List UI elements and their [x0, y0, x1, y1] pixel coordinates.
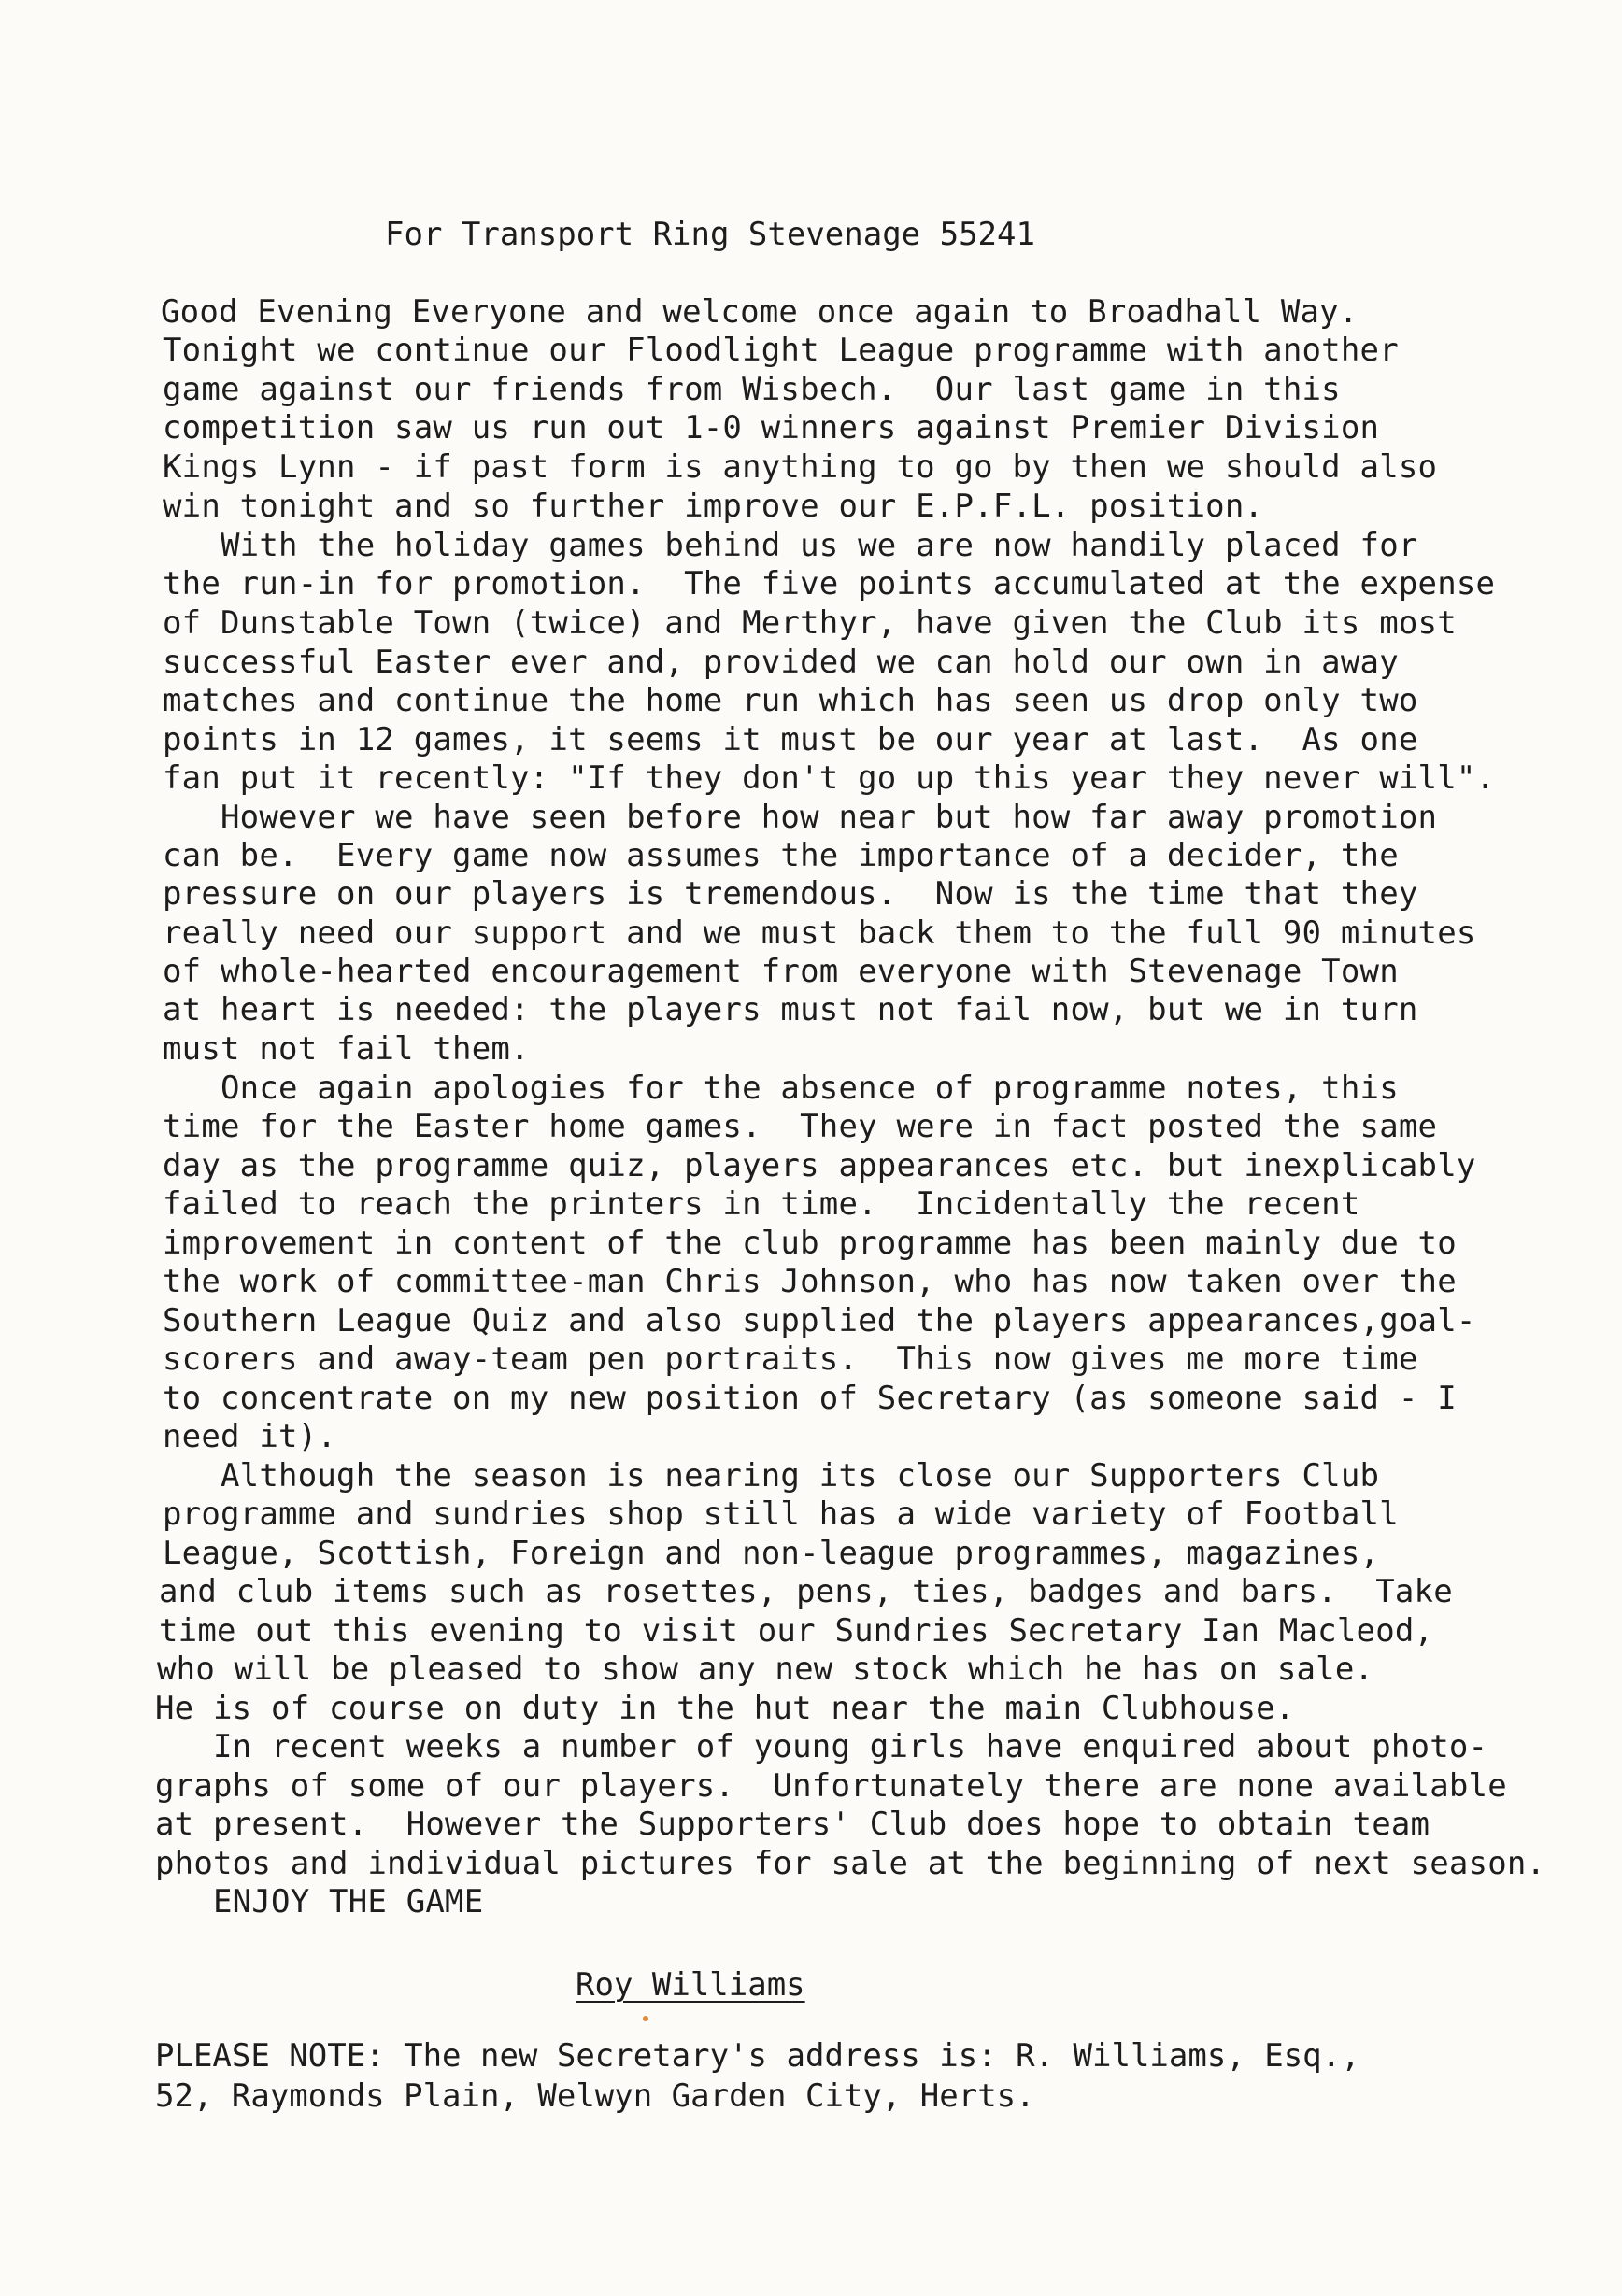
body-line: In recent weeks a number of young girls have enquired about photo-	[155, 1728, 1488, 1765]
body-line: successful Easter ever and, provided we can hold our own in away	[163, 644, 1399, 681]
note-line: PLEASE NOTE: The new Secretary's address is: R. Williams, Esq.,	[155, 2037, 1360, 2075]
ink-dot	[643, 2016, 648, 2021]
body-line: really need our support and we must back them to the full 90 minutes	[163, 914, 1476, 952]
signature: Roy Williams	[576, 1966, 805, 2004]
body-line: scorers and away-team pen portraits. This now gives me more time	[163, 1340, 1418, 1378]
body-line: must not fail them.	[163, 1030, 530, 1068]
body-line: matches and continue the home run which has seen us drop only two	[163, 682, 1418, 719]
body-line: to concentrate on my new position of Secretary (as someone said - I	[163, 1380, 1457, 1417]
body-line: points in 12 games, it seems it must be our year at last. As one	[163, 721, 1418, 758]
body-line: fan put it recently: "If they don't go up this year they never will".	[163, 759, 1496, 797]
body-line: programme and sundries shop still has a wide variety of Football	[163, 1495, 1399, 1533]
body-line: need it).	[163, 1418, 337, 1455]
body-line: failed to reach the printers in time. Incidentally the recent	[163, 1185, 1360, 1223]
body-line: With the holiday games behind us we are now handily placed for	[163, 527, 1418, 564]
body-line: time for the Easter home games. They were in fact posted the same	[163, 1108, 1438, 1145]
body-line: graphs of some of our players. Unfortunately there are none available	[155, 1767, 1507, 1805]
body-line: game against our friends from Wisbech. Our last game in this	[163, 371, 1341, 408]
transport-heading: For Transport Ring Stevenage 55241	[385, 216, 1035, 253]
body-line: competition saw us run out 1-0 winners against Premier Division	[163, 409, 1380, 446]
body-line: League, Scottish, Foreign and non-league programmes, magazines,	[163, 1535, 1380, 1572]
body-line: time out this evening to visit our Sundries Secretary Ian Macleod,	[159, 1612, 1434, 1650]
body-line: at heart is needed: the players must not fail now, but we in turn	[163, 991, 1418, 1028]
body-line: Although the season is nearing its close our Supporters Club	[163, 1457, 1380, 1495]
body-line: and club items such as rosettes, pens, ties, badges and bars. Take	[159, 1573, 1453, 1610]
body-line: win tonight and so further improve our E.P.F.L. position.	[163, 488, 1264, 525]
body-line: at present. However the Supporters' Club does hope to obtain team	[155, 1806, 1430, 1843]
body-line: Kings Lynn - if past form is anything to go by then we should also	[163, 448, 1438, 486]
body-line: Once again apologies for the absence of programme notes, this	[163, 1070, 1399, 1107]
body-line: can be. Every game now assumes the importance of a decider, the	[163, 837, 1399, 874]
body-line: Good Evening Everyone and welcome once again to Broadhall Way.	[161, 293, 1359, 331]
body-line: day as the programme quiz, players appearances etc. but inexplicably	[163, 1147, 1476, 1184]
body-line: ENJOY THE GAME	[155, 1883, 484, 1920]
note-line: 52, Raymonds Plain, Welwyn Garden City, Herts.	[155, 2077, 1035, 2115]
body-line: Tonight we continue our Floodlight League programme with another	[163, 332, 1399, 369]
body-line: of Dunstable Town (twice) and Merthyr, have given the Club its most	[163, 604, 1457, 642]
body-line: photos and individual pictures for sale at the beginning of next season.	[155, 1845, 1546, 1882]
body-line: He is of course on duty in the hut near the main Clubhouse.	[155, 1690, 1295, 1727]
body-line: pressure on our players is tremendous. Now is the time that they	[163, 875, 1418, 913]
body-line: the run-in for promotion. The five points accumulated at the expense	[163, 565, 1496, 602]
body-line: who will be pleased to show any new stock which he has on sale.	[157, 1651, 1374, 1688]
body-line: of whole-hearted encouragement from everyone with Stevenage Town	[163, 953, 1399, 990]
body-line: Southern League Quiz and also supplied the players appearances,goal-	[163, 1302, 1476, 1339]
body-line: improvement in content of the club programme has been mainly due to	[163, 1225, 1457, 1262]
body-line: the work of committee-man Chris Johnson, who has now taken over the	[163, 1263, 1457, 1300]
body-line: However we have seen before how near but how far away promotion	[163, 799, 1438, 836]
